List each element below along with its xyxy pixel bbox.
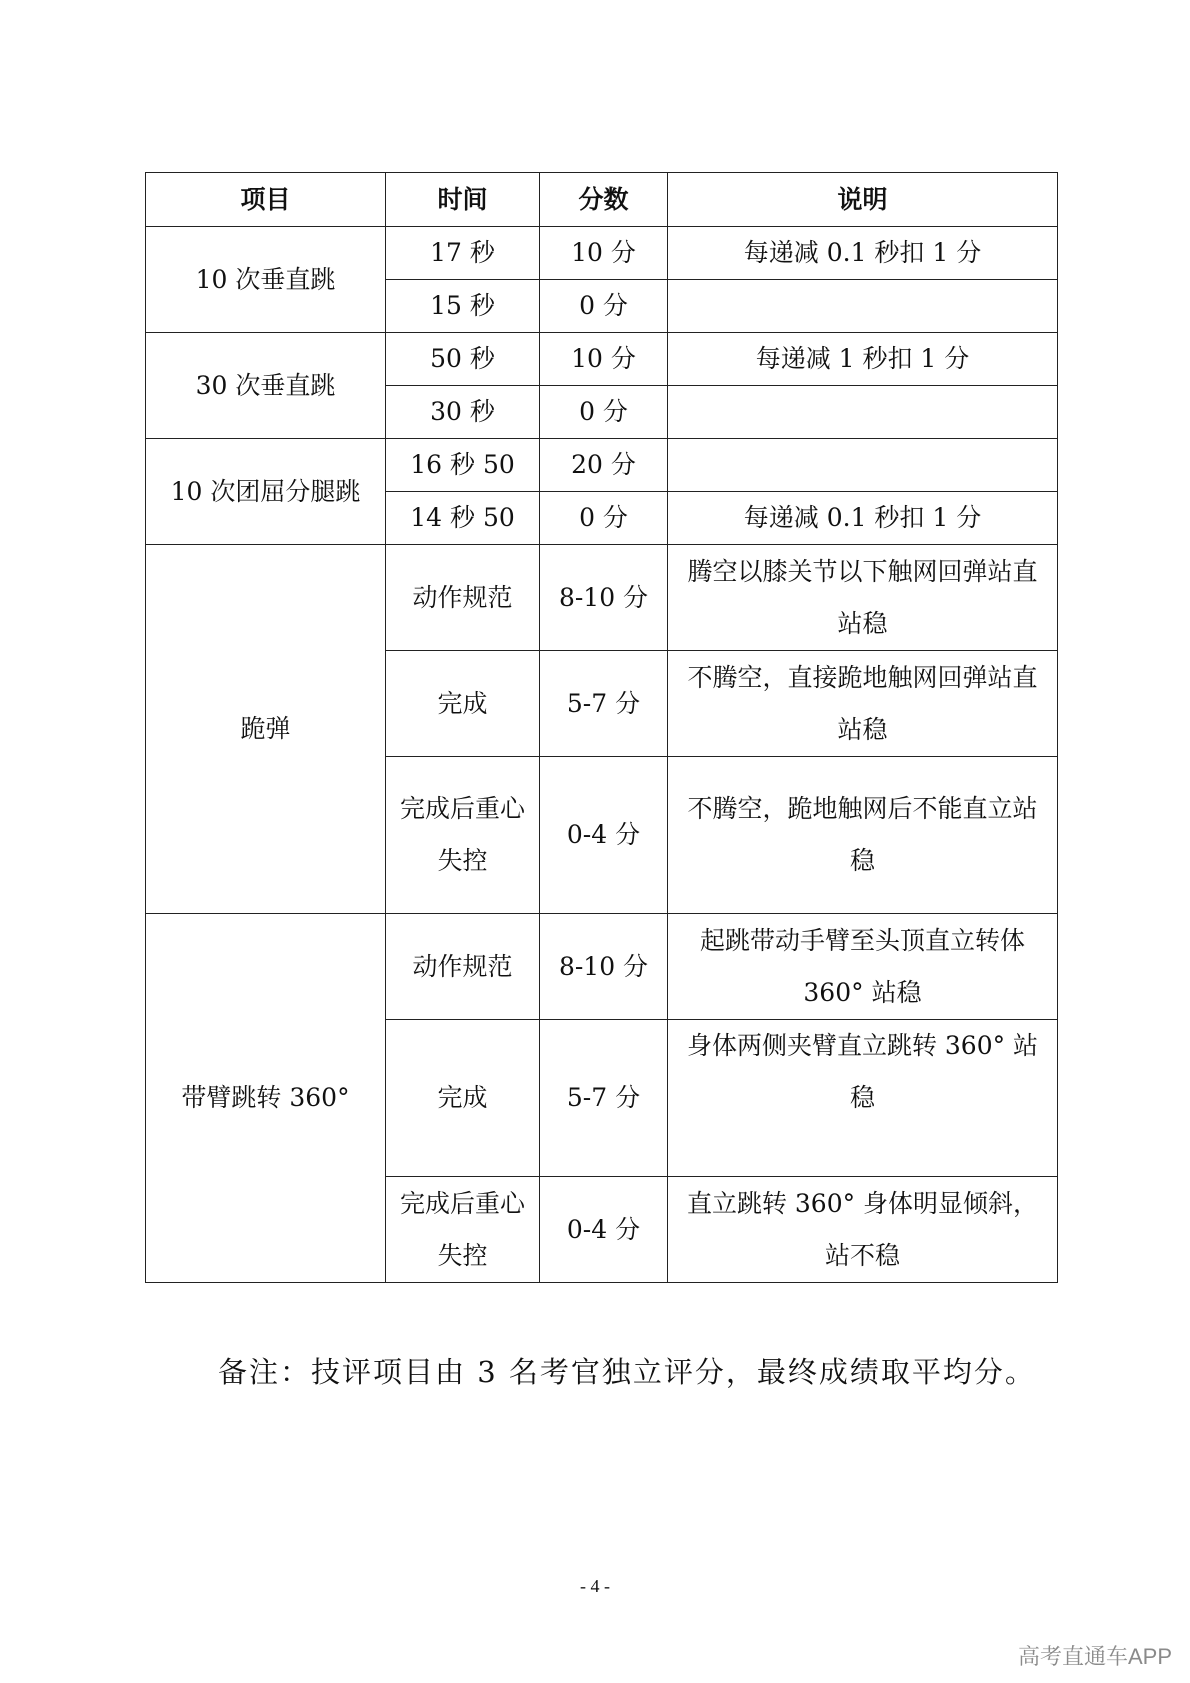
description-cell: 每递减 0.1 秒扣 1 分 xyxy=(668,227,1058,280)
time-cell: 完成 xyxy=(386,651,540,757)
description-cell xyxy=(668,439,1058,492)
score-cell: 10 分 xyxy=(540,333,668,386)
table-row xyxy=(146,333,1058,386)
time-cell: 完成 xyxy=(386,1020,540,1177)
description-cell: 身体两侧夹臂直立跳转 360° 站稳 xyxy=(668,1020,1058,1177)
description-cell: 腾空以膝关节以下触网回弹站直站稳 xyxy=(668,545,1058,651)
header-item: 项目 xyxy=(146,173,386,227)
description-cell: 起跳带动手臂至头顶直立转体 360° 站稳 xyxy=(668,914,1058,1020)
table-row xyxy=(146,227,1058,280)
description-cell: 每递减 0.1 秒扣 1 分 xyxy=(668,492,1058,545)
score-cell: 0 分 xyxy=(540,386,668,439)
table-row xyxy=(146,439,1058,492)
header-time: 时间 xyxy=(386,173,540,227)
score-cell: 8-10 分 xyxy=(540,914,668,1020)
item-cell: 10 次垂直跳 xyxy=(146,227,386,333)
time-cell: 15 秒 xyxy=(386,280,540,333)
watermark: 高考直通车APP xyxy=(1017,1644,1172,1669)
time-cell: 完成后重心失控 xyxy=(386,1177,540,1283)
header-score: 分数 xyxy=(540,173,668,227)
score-cell: 0 分 xyxy=(540,492,668,545)
time-cell: 16 秒 50 xyxy=(386,439,540,492)
table-header-row xyxy=(146,173,1058,227)
score-cell: 0-4 分 xyxy=(540,1177,668,1283)
score-cell: 5-7 分 xyxy=(540,651,668,757)
scoring-table xyxy=(145,172,1058,1283)
description-cell xyxy=(668,280,1058,333)
item-cell: 10 次团屈分腿跳 xyxy=(146,439,386,545)
time-cell: 完成后重心失控 xyxy=(386,757,540,914)
description-cell: 直立跳转 360° 身体明显倾斜，站不稳 xyxy=(668,1177,1058,1283)
table-row xyxy=(146,914,1058,1020)
description-cell: 不腾空，直接跪地触网回弹站直站稳 xyxy=(668,651,1058,757)
page-number: - 4 - xyxy=(580,1576,610,1596)
item-cell: 带臂跳转 360° xyxy=(146,914,386,1283)
time-cell: 30 秒 xyxy=(386,386,540,439)
description-cell xyxy=(668,386,1058,439)
score-cell: 20 分 xyxy=(540,439,668,492)
item-cell: 30 次垂直跳 xyxy=(146,333,386,439)
time-cell: 50 秒 xyxy=(386,333,540,386)
time-cell: 14 秒 50 xyxy=(386,492,540,545)
table-row xyxy=(146,545,1058,651)
score-cell: 8-10 分 xyxy=(540,545,668,651)
score-cell: 0 分 xyxy=(540,280,668,333)
time-cell: 17 秒 xyxy=(386,227,540,280)
score-cell: 5-7 分 xyxy=(540,1020,668,1177)
time-cell: 动作规范 xyxy=(386,545,540,651)
description-cell: 每递减 1 秒扣 1 分 xyxy=(668,333,1058,386)
item-cell: 跪弹 xyxy=(146,545,386,914)
header-description: 说明 xyxy=(668,173,1058,227)
description-cell: 不腾空，跪地触网后不能直立站稳 xyxy=(668,757,1058,914)
remark-note: 备注：技评项目由 3 名考官独立评分，最终成绩取平均分。 xyxy=(218,1355,1036,1389)
score-cell: 10 分 xyxy=(540,227,668,280)
time-cell: 动作规范 xyxy=(386,914,540,1020)
score-cell: 0-4 分 xyxy=(540,757,668,914)
